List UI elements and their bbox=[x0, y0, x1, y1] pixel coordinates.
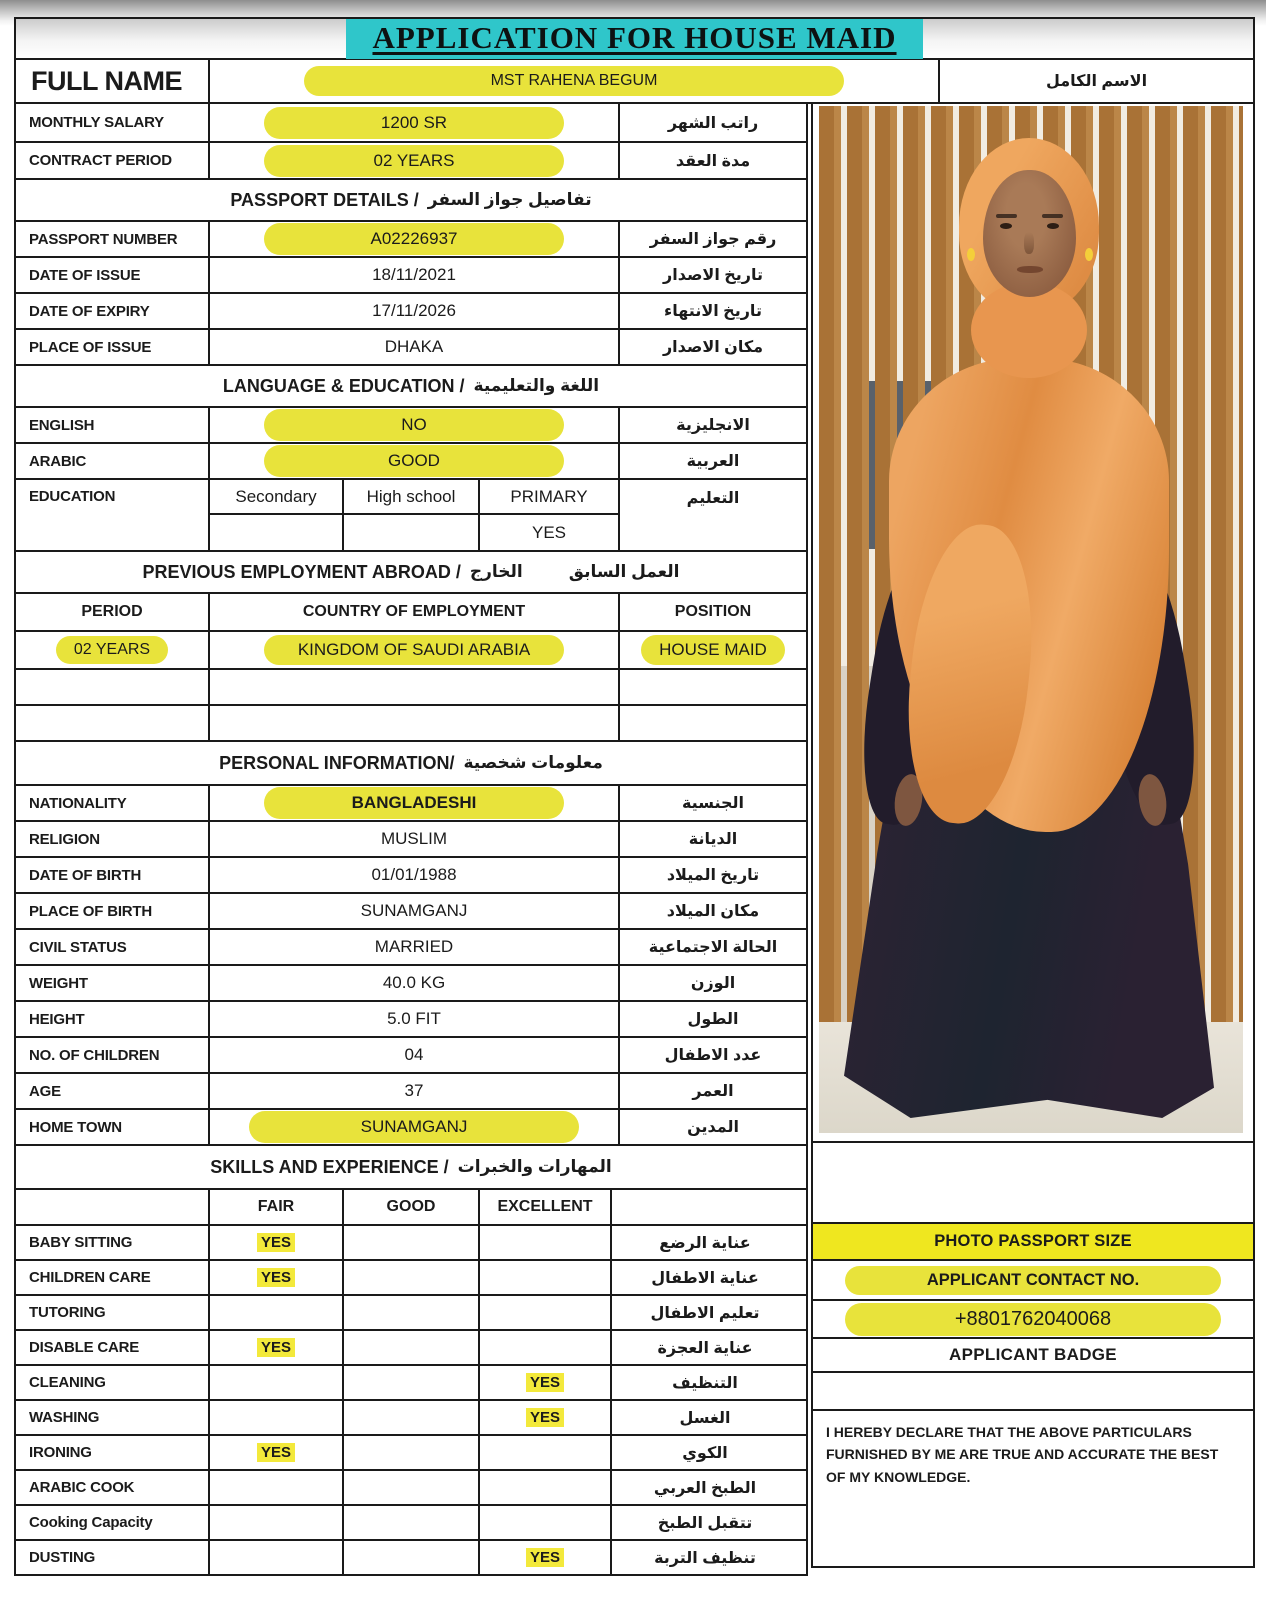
children-care-good bbox=[344, 1261, 480, 1294]
civil-status-label: CIVIL STATUS bbox=[16, 930, 210, 964]
passport-number-cell bbox=[210, 222, 620, 256]
children-label: NO. OF CHILDREN bbox=[16, 1038, 210, 1072]
tutoring-fair bbox=[210, 1296, 344, 1329]
applicant-right-earring bbox=[1085, 248, 1093, 261]
row-age bbox=[16, 1072, 806, 1108]
employment-position-cell bbox=[620, 632, 806, 668]
contact-label-row bbox=[813, 1261, 1253, 1301]
row-weight bbox=[16, 964, 806, 1000]
column-good: GOOD bbox=[344, 1190, 480, 1224]
right-panel bbox=[811, 104, 1255, 1568]
ironing-excellent bbox=[480, 1436, 612, 1469]
employment-position: HOUSE MAID bbox=[641, 635, 785, 665]
right-panel-empty-row bbox=[813, 1143, 1253, 1224]
baby-sitting-arabic: عناية الرضع bbox=[659, 1234, 751, 1252]
row-disable-care bbox=[16, 1329, 806, 1364]
disable-care-label: DISABLE CARE bbox=[16, 1331, 210, 1364]
date-of-issue-value: 18/11/2021 bbox=[210, 258, 620, 292]
home-town-cell bbox=[210, 1110, 620, 1144]
monthly-salary-value: 1200 SR bbox=[264, 107, 564, 139]
religion-value: MUSLIM bbox=[210, 822, 620, 856]
children-care-fair: YES bbox=[257, 1268, 295, 1287]
place-of-birth-label: PLACE OF BIRTH bbox=[16, 894, 210, 928]
title-row bbox=[14, 17, 1255, 58]
cooking-capacity-fair bbox=[210, 1506, 344, 1539]
education-primary-answer: YES bbox=[480, 515, 620, 550]
column-period: PERIOD bbox=[16, 594, 210, 630]
education-option-primary: PRIMARY bbox=[480, 480, 620, 515]
contract-period-value: 02 YEARS bbox=[264, 145, 564, 177]
passport-number-arabic: رقم جواز السفر bbox=[649, 231, 777, 248]
contact-label: APPLICANT CONTACT NO. bbox=[845, 1266, 1221, 1295]
row-english bbox=[16, 406, 806, 442]
full-name-arabic: الاسم الكامل bbox=[1045, 73, 1148, 90]
passport-header-ar: تفاصيل جواز السفر bbox=[427, 190, 592, 209]
dusting-label: DUSTING bbox=[16, 1541, 210, 1574]
education-highschool-answer bbox=[344, 515, 480, 550]
place-of-issue-label: PLACE OF ISSUE bbox=[16, 330, 210, 364]
ironing-arabic: الكوي bbox=[682, 1444, 728, 1462]
religion-label: RELIGION bbox=[16, 822, 210, 856]
passport-section-header bbox=[16, 178, 806, 220]
place-of-birth-value: SUNAMGANJ bbox=[210, 894, 620, 928]
contact-number-row bbox=[813, 1301, 1253, 1339]
language-header-ar: اللغة والتعليمية bbox=[473, 376, 600, 395]
washing-good bbox=[344, 1401, 480, 1434]
row-ironing bbox=[16, 1434, 806, 1469]
personal-header-ar: معلومات شخصية bbox=[463, 753, 603, 772]
height-arabic: الطول bbox=[687, 1011, 739, 1028]
monthly-salary-label: MONTHLY SALARY bbox=[16, 104, 210, 141]
home-town-value: SUNAMGANJ bbox=[249, 1111, 579, 1143]
contract-period-label: CONTRACT PERIOD bbox=[16, 143, 210, 178]
form-sheet bbox=[14, 17, 1255, 1576]
contact-number: +8801762040068 bbox=[845, 1303, 1221, 1336]
previous-employment-row-2 bbox=[16, 668, 806, 704]
skills-section-header bbox=[16, 1144, 806, 1188]
dusting-fair bbox=[210, 1541, 344, 1574]
passport-number-value: A02226937 bbox=[264, 223, 564, 255]
cooking-capacity-arabic: تتقبل الطبخ bbox=[657, 1514, 753, 1532]
row-dusting bbox=[16, 1539, 806, 1574]
english-arabic: الانجليزية bbox=[676, 417, 750, 434]
nationality-label: NATIONALITY bbox=[16, 786, 210, 820]
previous-employment-header-ar2: العمل السابق bbox=[568, 562, 680, 581]
skills-columns-row bbox=[16, 1188, 806, 1224]
row-date-of-issue bbox=[16, 256, 806, 292]
education-secondary-answer bbox=[210, 515, 344, 550]
civil-status-value: MARRIED bbox=[210, 930, 620, 964]
arabic-language-label: ARABIC bbox=[16, 444, 210, 478]
age-label: AGE bbox=[16, 1074, 210, 1108]
civil-status-arabic: الحالة الاجتماعية bbox=[648, 939, 778, 956]
date-of-expiry-value: 17/11/2026 bbox=[210, 294, 620, 328]
ironing-good bbox=[344, 1436, 480, 1469]
personal-header-en: PERSONAL INFORMATION/ bbox=[219, 752, 455, 773]
place-of-issue-value: DHAKA bbox=[210, 330, 620, 364]
row-children bbox=[16, 1036, 806, 1072]
date-of-birth-value: 01/01/1988 bbox=[210, 858, 620, 892]
cooking-capacity-excellent bbox=[480, 1506, 612, 1539]
row-arabic-language bbox=[16, 442, 806, 478]
disable-care-excellent bbox=[480, 1331, 612, 1364]
arabic-language-value: GOOD bbox=[264, 445, 564, 477]
washing-label: WASHING bbox=[16, 1401, 210, 1434]
weight-value: 40.0 KG bbox=[210, 966, 620, 1000]
title-highlight-band bbox=[346, 19, 922, 59]
english-value: NO bbox=[264, 409, 564, 441]
disable-care-arabic: عناية العجزة bbox=[657, 1339, 753, 1357]
contract-period-cell bbox=[210, 143, 620, 178]
employment-period: 02 YEARS bbox=[56, 636, 168, 664]
religion-arabic: الديانة bbox=[688, 831, 738, 848]
monthly-salary-cell bbox=[210, 104, 620, 141]
full-name-value: MST RAHENA BEGUM bbox=[304, 66, 844, 96]
children-care-arabic: عناية الاطفال bbox=[651, 1269, 759, 1287]
page-title: APPLICATION FOR HOUSE MAID bbox=[372, 19, 897, 55]
skills-header-en: SKILLS AND EXPERIENCE / bbox=[210, 1156, 449, 1177]
weight-arabic: الوزن bbox=[690, 975, 736, 992]
declaration-text: I HEREBY DECLARE THAT THE ABOVE PARTICULARS FURNISHED BY ME ARE TRUE AND ACCURATE THE BEST OF MY KNOWLEDGE. bbox=[826, 1424, 1219, 1485]
previous-employment-header-en: PREVIOUS EMPLOYMENT ABROAD / bbox=[142, 561, 461, 582]
row-place-of-birth bbox=[16, 892, 806, 928]
home-town-label: HOME TOWN bbox=[16, 1110, 210, 1144]
date-of-expiry-arabic: تاريخ الانتهاء bbox=[664, 303, 762, 320]
arabic-cook-excellent bbox=[480, 1471, 612, 1504]
full-name-label: FULL NAME bbox=[16, 60, 210, 102]
weight-label: WEIGHT bbox=[16, 966, 210, 1000]
date-of-expiry-label: DATE OF EXPIRY bbox=[16, 294, 210, 328]
row-height bbox=[16, 1000, 806, 1036]
row-contract-period bbox=[16, 141, 806, 178]
dusting-arabic: تنظيف التربة bbox=[654, 1549, 756, 1567]
row-education bbox=[16, 478, 806, 550]
tutoring-arabic: تعليم الاطفال bbox=[650, 1304, 760, 1322]
previous-employment-row-3 bbox=[16, 704, 806, 740]
home-town-arabic: المدين bbox=[687, 1119, 739, 1136]
column-excellent: EXCELLENT bbox=[480, 1190, 612, 1224]
cleaning-excellent: YES bbox=[526, 1373, 564, 1392]
applicant-photo bbox=[819, 106, 1243, 1133]
age-value: 37 bbox=[210, 1074, 620, 1108]
education-arabic: التعليم bbox=[686, 490, 740, 507]
row-full-name bbox=[14, 58, 1255, 104]
left-table bbox=[14, 104, 808, 1576]
education-option-secondary: Secondary bbox=[210, 480, 344, 515]
baby-sitting-good bbox=[344, 1226, 480, 1259]
children-care-excellent bbox=[480, 1261, 612, 1294]
employment-country-cell bbox=[210, 632, 620, 668]
cleaning-fair bbox=[210, 1366, 344, 1399]
washing-arabic: الغسل bbox=[679, 1409, 731, 1427]
ironing-label: IRONING bbox=[16, 1436, 210, 1469]
date-of-birth-arabic: تاريخ الميلاد bbox=[666, 867, 760, 884]
tutoring-good bbox=[344, 1296, 480, 1329]
children-value: 04 bbox=[210, 1038, 620, 1072]
baby-sitting-label: BABY SITTING bbox=[16, 1226, 210, 1259]
row-date-of-expiry bbox=[16, 292, 806, 328]
row-cooking-capacity bbox=[16, 1504, 806, 1539]
passport-number-label: PASSPORT NUMBER bbox=[16, 222, 210, 256]
row-baby-sitting bbox=[16, 1224, 806, 1259]
contract-period-arabic: مدة العقد bbox=[675, 152, 751, 170]
ironing-fair: YES bbox=[257, 1443, 295, 1462]
personal-section-header bbox=[16, 740, 806, 784]
washing-fair bbox=[210, 1401, 344, 1434]
cleaning-label: CLEANING bbox=[16, 1366, 210, 1399]
cleaning-arabic: التنظيف bbox=[672, 1374, 738, 1392]
language-header-en: LANGUAGE & EDUCATION / bbox=[222, 375, 465, 396]
cooking-capacity-good bbox=[344, 1506, 480, 1539]
photo-cell bbox=[813, 104, 1253, 1143]
children-arabic: عدد الاطفال bbox=[664, 1047, 762, 1064]
education-label: EDUCATION bbox=[16, 480, 210, 550]
column-position: POSITION bbox=[674, 603, 752, 620]
row-religion bbox=[16, 820, 806, 856]
arabic-language-arabic: العربية bbox=[686, 453, 740, 470]
date-of-issue-label: DATE OF ISSUE bbox=[16, 258, 210, 292]
date-of-birth-label: DATE OF BIRTH bbox=[16, 858, 210, 892]
applicant-left-earring bbox=[967, 248, 975, 261]
disable-care-fair: YES bbox=[257, 1338, 295, 1357]
age-arabic: العمر bbox=[692, 1083, 734, 1100]
height-label: HEIGHT bbox=[16, 1002, 210, 1036]
english-cell bbox=[210, 408, 620, 442]
height-value: 5.0 FIT bbox=[210, 1002, 620, 1036]
row-tutoring bbox=[16, 1294, 806, 1329]
row-date-of-birth bbox=[16, 856, 806, 892]
cooking-capacity-label: Cooking Capacity bbox=[16, 1506, 210, 1539]
badge-empty-row bbox=[813, 1373, 1253, 1411]
full-name-value-cell bbox=[210, 60, 940, 102]
row-arabic-cook bbox=[16, 1469, 806, 1504]
cleaning-good bbox=[344, 1366, 480, 1399]
arabic-language-cell bbox=[210, 444, 620, 478]
baby-sitting-excellent bbox=[480, 1226, 612, 1259]
place-of-birth-arabic: مكان الميلاد bbox=[666, 903, 760, 920]
arabic-cook-good bbox=[344, 1471, 480, 1504]
nationality-cell bbox=[210, 786, 620, 820]
nationality-arabic: الجنسية bbox=[681, 795, 745, 812]
column-fair: FAIR bbox=[210, 1190, 344, 1224]
dusting-good bbox=[344, 1541, 480, 1574]
applicant-badge-row: APPLICANT BADGE bbox=[813, 1339, 1253, 1373]
applicant-face bbox=[983, 170, 1076, 297]
skills-header-ar: المهارات والخبرات bbox=[457, 1157, 612, 1176]
row-monthly-salary bbox=[16, 104, 806, 141]
education-grid bbox=[210, 480, 620, 550]
form-body bbox=[14, 104, 1255, 1576]
baby-sitting-fair: YES bbox=[257, 1233, 295, 1252]
row-nationality bbox=[16, 784, 806, 820]
language-section-header bbox=[16, 364, 806, 406]
tutoring-excellent bbox=[480, 1296, 612, 1329]
washing-excellent: YES bbox=[526, 1408, 564, 1427]
row-place-of-issue bbox=[16, 328, 806, 364]
column-country: COUNTRY OF EMPLOYMENT bbox=[210, 594, 620, 630]
arabic-cook-fair bbox=[210, 1471, 344, 1504]
dusting-excellent: YES bbox=[526, 1548, 564, 1567]
nationality-value: BANGLADESHI bbox=[264, 787, 564, 819]
previous-employment-columns bbox=[16, 592, 806, 630]
passport-header-en: PASSPORT DETAILS / bbox=[230, 189, 419, 210]
row-passport-number bbox=[16, 220, 806, 256]
previous-employment-row-1 bbox=[16, 630, 806, 668]
education-option-highschool: High school bbox=[344, 480, 480, 515]
place-of-issue-arabic: مكان الاصدار bbox=[662, 339, 764, 356]
previous-employment-header bbox=[16, 550, 806, 592]
monthly-salary-arabic: راتب الشهر bbox=[667, 114, 759, 132]
disable-care-good bbox=[344, 1331, 480, 1364]
english-label: ENGLISH bbox=[16, 408, 210, 442]
row-washing bbox=[16, 1399, 806, 1434]
row-cleaning bbox=[16, 1364, 806, 1399]
employment-period-cell bbox=[16, 632, 210, 668]
previous-employment-header-ar1: الخارج bbox=[469, 562, 523, 581]
arabic-cook-label: ARABIC COOK bbox=[16, 1471, 210, 1504]
row-children-care bbox=[16, 1259, 806, 1294]
tutoring-label: TUTORING bbox=[16, 1296, 210, 1329]
row-civil-status bbox=[16, 928, 806, 964]
photo-caption-row: PHOTO PASSPORT SIZE bbox=[813, 1224, 1253, 1261]
children-care-label: CHILDREN CARE bbox=[16, 1261, 210, 1294]
row-home-town bbox=[16, 1108, 806, 1144]
date-of-issue-arabic: تاريخ الاصدار bbox=[663, 267, 764, 284]
employment-country: KINGDOM OF SAUDI ARABIA bbox=[264, 635, 564, 665]
arabic-cook-arabic: الطبخ العربي bbox=[653, 1479, 757, 1497]
